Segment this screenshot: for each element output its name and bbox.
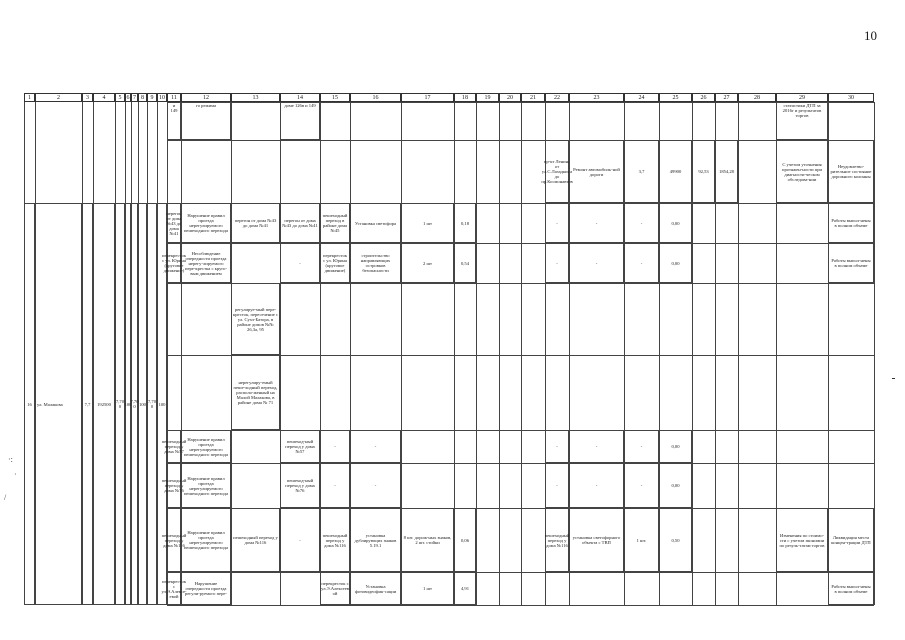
cell-col11: перегон от дома №43 до дома №41: [167, 203, 181, 243]
cell-col14: пешеход-ный переход у дома №76: [280, 463, 320, 508]
column-number: 10: [159, 94, 165, 101]
cell-col16: Установка светофора: [350, 203, 401, 243]
column-number: 20: [499, 93, 521, 102]
cell-col11: перекресток с ул.Э.Алексе-евой: [167, 572, 181, 605]
cell-col5: [115, 203, 125, 605]
cell-col16: строительство направляющих островков безопасности: [350, 243, 401, 283]
cell-col17: 1 шт: [401, 203, 454, 243]
column-number: 9: [147, 93, 157, 102]
column-number: 23: [569, 93, 624, 102]
grid-line: [167, 140, 874, 141]
cell-col11: пешеходный переход у дома №76: [167, 463, 181, 508]
column-number: 29: [776, 93, 828, 102]
cell-col16: установка дублирующих знаков 5.19.1: [350, 508, 401, 572]
cell-value: 0: [118, 404, 122, 409]
cell-col18: 0,54: [454, 243, 476, 283]
column-number: 14: [280, 93, 320, 102]
cell-col12: Нарушение правил проезда нерегулируемого пешеходного перехода: [181, 430, 231, 463]
grid-line: [167, 243, 874, 244]
grid-line: [167, 463, 874, 464]
cell-col3: 7,7: [82, 203, 93, 605]
column-number: 1: [24, 93, 35, 102]
column-number: 22: [545, 93, 569, 102]
cell-col25: 49900: [659, 140, 692, 203]
cell-col12: Несоблюдение очередности проезда нерегу-лируемого пере-крестка с круго-вым движением: [181, 243, 231, 283]
cell-col14: пешеход-ный переход у дома №57: [280, 430, 320, 463]
grid-line: [167, 430, 874, 431]
cell-col12: го режима: [181, 102, 231, 140]
column-number: 6: [126, 94, 130, 101]
column-number: 19: [476, 93, 499, 102]
column-number: 5: [115, 93, 125, 102]
cell-col25: 0,00: [659, 430, 692, 463]
column-number: 18: [454, 93, 476, 102]
column-number: 13: [231, 93, 280, 102]
grid-line: [167, 572, 874, 573]
cell-col25: 0,00: [659, 203, 692, 243]
cell-col1: 16: [24, 203, 35, 605]
cell-col15: пешеходный переход в районе дома №45: [320, 203, 350, 243]
cell-col27: 1854,28: [715, 140, 738, 203]
cell-col23: -: [569, 463, 624, 508]
cell-col13: пешеходный переход у дома №116: [231, 508, 280, 572]
column-number: 4: [93, 93, 115, 102]
cell-col24: -: [624, 463, 659, 508]
cell-col14: перегон от дома №43 до дома №41: [280, 203, 320, 243]
column-number: 12: [181, 93, 231, 102]
cell-col22: пр-кт Ленина от ул.С.Лазадкина до пр.Космонавтов: [545, 140, 569, 203]
cell-col7: [131, 203, 138, 605]
cell-col29: статистики ДТП за 2016г и результатов торгов: [776, 102, 828, 140]
cell-col14: -: [280, 243, 320, 283]
cell-col17: 1 шт: [401, 572, 454, 605]
cell-col12: Нарушение правил проезда нерегулируемого пешеходного перехода: [181, 463, 231, 508]
column-number: 16: [350, 93, 401, 102]
grid-line: [521, 102, 522, 605]
cell-col9: [147, 203, 157, 605]
column-number: 3: [82, 93, 93, 102]
column-number: 27: [715, 93, 738, 102]
cell-col11: пешеходный переход у дома №116: [167, 508, 181, 572]
grid-line: [874, 102, 875, 605]
cell-col16: Установка фотовидеофик-сации: [350, 572, 401, 605]
grid-line: [476, 102, 477, 605]
column-number: 25: [659, 93, 692, 102]
cell-col12: Нарушение правил проезда нерегулируемого пешеходного перехода: [181, 203, 231, 243]
cell-col17: 8 шт. дорож-ных знаков, 2 шт. стойки: [401, 508, 454, 572]
cell-col11: перекресток с ул. Юрина (круговое движение): [167, 243, 181, 283]
grid-line: [167, 102, 874, 103]
cell-col23: установка светофорного объекта с ТВП: [569, 508, 624, 572]
cell-col14: -: [280, 508, 320, 572]
column-number: 24: [624, 93, 659, 102]
cell-col18: 0,18: [454, 203, 476, 243]
margin-mark: [892, 378, 895, 379]
scan-artifact: /: [4, 493, 7, 502]
cell-col15: пешеходный переход у дома №116: [320, 508, 350, 572]
cell-col22: -: [545, 203, 569, 243]
cell-col15: перекресток с ул.Э.Алексеев ой: [320, 572, 350, 605]
cell-col29: Изменения по стоимо-сти с учетом экономии по резуль-татам торгов: [776, 508, 828, 572]
cell-col16: -: [350, 463, 401, 508]
column-number: 26: [692, 93, 715, 102]
cell-col13: перегон от дома №43 до дома №41: [231, 203, 280, 243]
cell-col4: 192500: [93, 203, 115, 605]
cell-col24: 3,7: [624, 140, 659, 203]
cell-value: 0: [133, 404, 136, 409]
column-number: 17: [401, 93, 454, 102]
grid-line: [499, 102, 500, 605]
column-number: 8: [138, 93, 147, 102]
cell-col2: ул. Малакова: [35, 203, 82, 605]
cell-col18: 0,06: [454, 508, 476, 572]
column-number: 21: [521, 93, 545, 102]
column-number: 11: [167, 93, 181, 102]
cell-col30: Работы выпол-нены в полном объеме: [828, 243, 874, 283]
cell-col12: Нарушение правил проезда нерегулируемого пешеходного перехода: [181, 508, 231, 572]
cell-col26: 92,53: [692, 140, 715, 203]
column-number: 7: [133, 94, 136, 101]
cell-col29: С учетом уточнения протяжен-ности при диагности-ческом обследова-нии: [776, 140, 828, 203]
cell-col24: 1 шт.: [624, 508, 659, 572]
column-number: 30: [828, 93, 874, 102]
cell-col30: Ликвидация места концен-трации ДТП: [828, 508, 874, 572]
cell-col25: 0,50: [659, 508, 692, 572]
cell-col24: -: [624, 430, 659, 463]
cell-value: 7,70: [147, 399, 157, 404]
cell-col17: 2 шт: [401, 243, 454, 283]
cell-col22: -: [545, 430, 569, 463]
column-number: 28: [738, 93, 776, 102]
cell-col30: Работы выпол-нены в полном объеме: [828, 572, 874, 605]
cell-col23: Ремонт автомобиль-ной дороги: [569, 140, 624, 203]
cell-col23: -: [569, 243, 624, 283]
cell-col24: -: [624, 203, 659, 243]
cell-col23: -: [569, 430, 624, 463]
cell-col22: -: [545, 243, 569, 283]
column-number: 2: [35, 93, 82, 102]
cell-col11: и 149: [167, 102, 181, 140]
cell-col13: регулируе-мый пере-кресток, пересечение с ул. Сухэ-Батора, в районе домов №№ 26,3а, 95: [231, 283, 280, 355]
cell-col13: нерегулиру-емый пеше-ходный переход, располо-женный на Малой Малакова, в районе дома № 71: [231, 355, 280, 430]
scan-artifact: ·: [14, 470, 17, 479]
cell-col25: 0,00: [659, 463, 692, 508]
grid-line: [167, 605, 874, 606]
cell-col15: -: [320, 463, 350, 508]
cell-col22: пешеходный переход у дома №116: [545, 508, 569, 572]
cell-col14: доме 126в и 149: [280, 102, 320, 140]
cell-col11: пешеходный переход у дома №57: [167, 430, 181, 463]
cell-col10: 100: [157, 203, 167, 605]
cell-col30: Работы выпол-нены в полном объеме: [828, 203, 874, 243]
cell-col16: -: [350, 430, 401, 463]
cell-col23: -: [569, 203, 624, 243]
cell-value: 7,70: [115, 399, 125, 404]
cell-col15: перекресток с ул. Юрина (круговое движение): [320, 243, 350, 283]
scan-artifact: ·:: [8, 455, 13, 464]
cell-col6: 100: [125, 203, 131, 605]
cell-col22: -: [545, 463, 569, 508]
cell-col24: -: [624, 243, 659, 283]
cell-col25: 0,00: [659, 243, 692, 283]
cell-col18: 4,91: [454, 572, 476, 605]
cell-col8: 100: [138, 203, 147, 605]
column-number: 15: [320, 93, 350, 102]
cell-col30: Неудовлетво-рительное состояние дорожного колонны: [828, 140, 874, 203]
cell-col12: Нарушение очередности проезда регули-руемого пере-: [181, 572, 231, 605]
cell-col15: -: [320, 430, 350, 463]
cell-value: 7,70: [130, 399, 139, 404]
page-number: 10: [864, 28, 877, 43]
grid-line: [738, 102, 739, 605]
cell-value: 0: [150, 404, 154, 409]
